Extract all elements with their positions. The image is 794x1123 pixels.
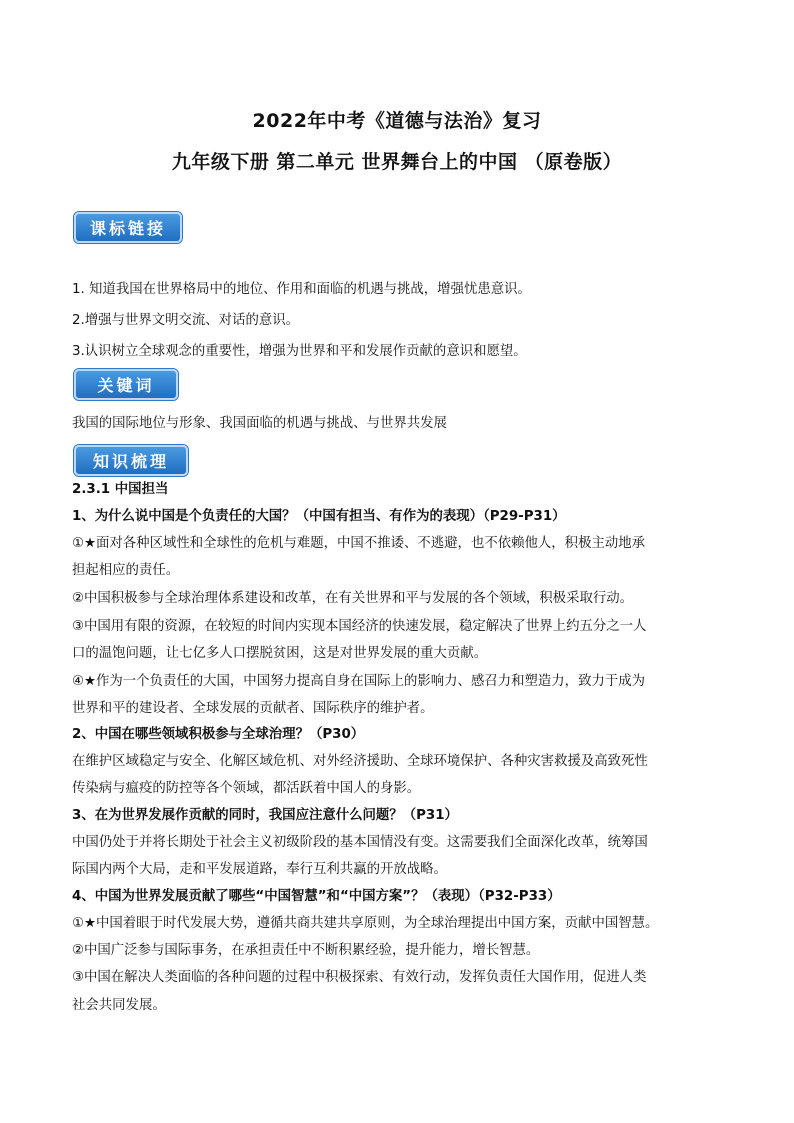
- section-badge-curriculum: 课标链接: [74, 212, 182, 243]
- answer-line: 担起相应的责任。: [72, 563, 180, 578]
- answer-line: ②中国积极参与全球治理体系建设和改革，在有关世界和平与发展的各个领域，积极采取行动。: [72, 591, 634, 606]
- answer-line: 社会共同发展。: [72, 998, 166, 1013]
- keywords-text: 我国的国际地位与形象、我国面临的机遇与挑战、与世界共发展: [72, 416, 447, 431]
- document-subtitle: 九年级下册 第二单元 世界舞台上的中国 （原卷版）: [171, 151, 623, 173]
- answer-line: 世界和平的建设者、全球发展的贡献者、国际秩序的维护者。: [72, 701, 434, 716]
- answer-line: ②中国广泛参与国际事务，在承担责任中不断积累经验，提升能力，增长智慧。: [72, 943, 540, 958]
- answer-line: 在维护区域稳定与安全、化解区域危机、对外经济援助、全球环境保护、各种灾害救援及高致死性: [72, 754, 648, 769]
- question-heading: 2、中国在哪些领域积极参与全球治理？（P30）: [72, 727, 365, 742]
- section-badge-keywords: 关键词: [74, 369, 178, 400]
- answer-line: 传染病与瘟疫的防控等各个领域，都活跃着中国人的身影。: [72, 781, 421, 796]
- answer-line: ①★中国着眼于时代发展大势，遵循共商共建共享原则，为全球治理提出中国方案，贡献中国智慧。: [72, 916, 659, 931]
- curriculum-item: 3.认识树立全球观念的重要性，增强为世界和平和发展作贡献的意识和愿望。: [72, 344, 527, 359]
- question-heading: 3、在为世界发展作贡献的同时，我国应注意什么问题？（P31）: [72, 808, 458, 823]
- answer-line: 中国仍处于并将长期处于社会主义初级阶段的基本国情没有变。这需要我们全面深化改革，统筹国: [72, 835, 648, 850]
- answer-line: ③中国用有限的资源，在较短的时间内实现本国经济的快速发展，稳定解决了世界上约五分之一人: [72, 619, 647, 634]
- question-heading: 1、为什么说中国是个负责任的大国？（中国有担当、有作为的表现）（P29-P31）: [72, 509, 566, 524]
- answer-line: ①★面对各种区域性和全球性的危机与难题，中国不推诿、不逃避，也不依赖他人，积极主动地承: [72, 536, 646, 551]
- answer-line: 口的温饱问题，让七亿多人口摆脱贫困，这是对世界发展的重大贡献。: [72, 646, 488, 661]
- answer-line: ④★作为一个负责任的大国，中国努力提高自身在国际上的影响力、感召力和塑造力，致力于成为: [72, 674, 646, 689]
- answer-line: 际国内两个大局，走和平发展道路，奉行互利共赢的开放战略。: [72, 862, 447, 877]
- curriculum-item: 1. 知道我国在世界格局中的地位、作用和面临的机遇与挑战，增强忧患意识。: [72, 282, 531, 297]
- subsection-heading: 2.3.1 中国担当: [72, 482, 169, 497]
- answer-line: ③中国在解决人类面临的各种问题的过程中积极探索、有效行动，发挥负责任大国作用，促进人类: [72, 970, 647, 985]
- curriculum-item: 2.增强与世界文明交流、对话的意识。: [72, 313, 300, 328]
- document-title: 2022年中考《道德与法治》复习: [252, 110, 542, 132]
- section-badge-knowledge: 知识梳理: [74, 445, 188, 476]
- question-heading: 4、中国为世界发展贡献了哪些“中国智慧”和“中国方案”？（表现）（P32-P33）: [72, 889, 561, 904]
